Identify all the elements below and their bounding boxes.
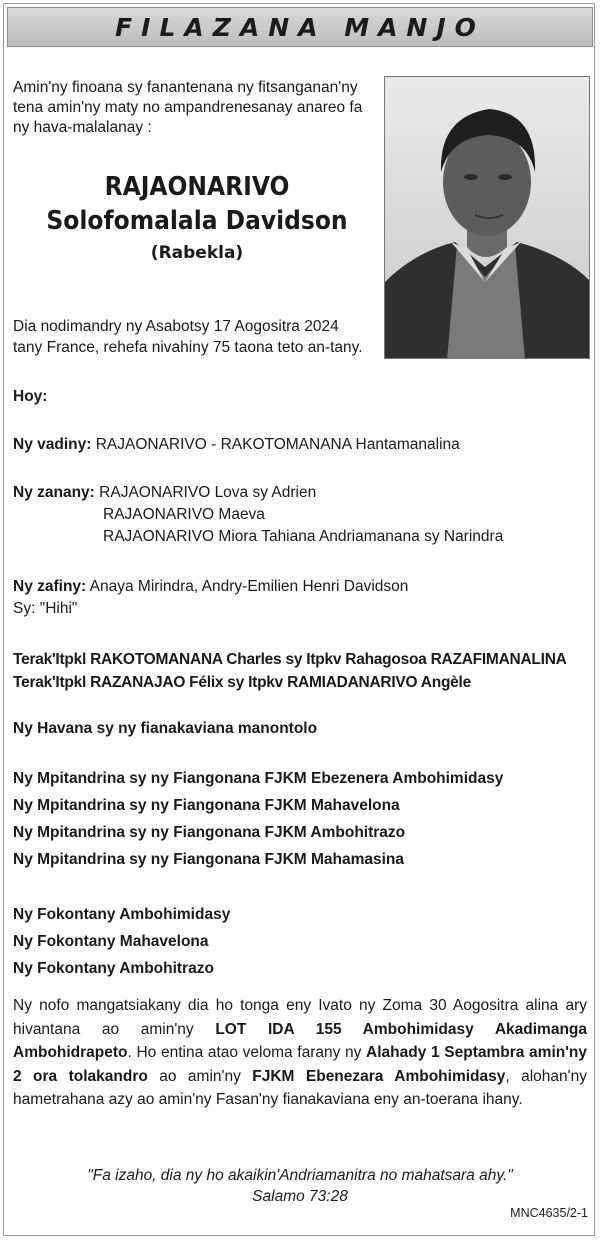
death-notice [13, 316, 385, 358]
funeral-text: . Ho entina atao veloma farany ny [127, 1044, 367, 1061]
quote-reference: Salamo 73:28 [252, 1188, 348, 1205]
notice-title: FILAZANA MANJO [115, 12, 485, 42]
church-item: Ny Mpitandrina sy ny Fiangonana FJKM Mahavelona [13, 797, 400, 814]
parents-block [13, 648, 567, 694]
zanany-label: Ny zanany: [13, 484, 95, 501]
church-item: Ny Mpitandrina sy ny Fiangonana FJKM Mahamasina [13, 851, 405, 868]
zanany-item: RAJAONARIVO Lova sy Adrien [99, 484, 317, 501]
deceased-surname: RAJAONARIVO [104, 172, 290, 202]
deceased-name-block [13, 170, 381, 266]
fokontany-item: Ny Fokontany Ambohitrazo [13, 960, 214, 977]
fokontany-list [13, 901, 230, 982]
zanany-item: RAJAONARIVO Maeva [103, 506, 265, 523]
parents-line: Terak'Itpkl RAKOTOMANANA Charles sy Itpkv Rahagosoa RAZAFIMANALINA [13, 651, 567, 668]
zafiny-line2: Sy: "Hihi" [13, 600, 78, 617]
quote-text: "Fa izaho, dia ny ho akaikin'Andriamanitra no mahatsara ahy." [87, 1167, 513, 1184]
vadiny-value: RAJAONARIVO - RAKOTOMANANA Hantamanalina [95, 436, 460, 453]
church-item: Ny Mpitandrina sy ny Fiangonana FJKM Ebezenera Ambohimidasy [13, 770, 504, 787]
funeral-datetime: Alahady 1 Septambra amin'ny 2 ora tolakandro [13, 1044, 587, 1085]
parents-line: Terak'Itpkl RAZANAJAO Félix sy Itpkv RAMIADANARIVO Angèle [13, 674, 471, 691]
funeral-church: FJKM Ebenezara Ambohimidasy [252, 1067, 506, 1085]
funeral-text: , alohan'ny hametrahana azy ao amin'ny Fasan'ny fianakaviana eny an-toerana ihany. [13, 1067, 587, 1108]
fokontany-item: Ny Fokontany Ambohimidasy [13, 906, 231, 923]
zanany-item: RAJAONARIVO Miora Tahiana Andriamanana sy Narindra [103, 528, 504, 545]
funeral-location: LOT IDA 155 Ambohimidasy Akadimanga Ambohidrapeto [13, 1020, 587, 1061]
notice-header [7, 7, 593, 47]
funeral-text: ao amin'ny [147, 1067, 253, 1085]
church-item: Ny Mpitandrina sy ny Fiangonana FJKM Ambohitrazo [13, 824, 406, 841]
zafiny-value: Anaya Mirindra, Andry-Emilien Henri Davidson [89, 578, 409, 595]
portrait-photo [384, 76, 590, 359]
death-notice-line1: Dia nodimandry ny Asabotsy 17 Aogositra 2024 [13, 318, 339, 335]
intro-text: Amin'ny finoana sy fanantenana ny fitsanganan'ny tena amin'ny maty no ampandrenesanay anareo fa ny hava-malalanay : [13, 79, 363, 136]
zafiny-block [13, 576, 408, 620]
zafiny-label: Ny zafiny: [13, 578, 87, 595]
churches-list [13, 765, 503, 873]
portrait-silhouette-icon [385, 77, 590, 359]
zanany-block [13, 482, 503, 548]
funeral-text: Ny nofo mangatsiakany dia ho tonga eny Ivato ny Zoma 30 Aogositra alina ary hivantana ao amin'ny [13, 997, 587, 1038]
deceased-nickname: (Rabekla) [150, 243, 244, 263]
vadiny-label: Ny vadiny: [13, 436, 92, 453]
deceased-given-names: Solofomalala Davidson [46, 206, 348, 236]
scripture-quote [0, 1165, 600, 1207]
reference-code: MNC4635/2-1 [510, 1206, 588, 1220]
funeral-details [13, 994, 587, 1112]
havana-line: Ny Havana sy ny fianakaviana manontolo [13, 720, 318, 737]
death-notice-line2: tany France, rehefa nivahiny 75 taona teto an-tany. [13, 339, 363, 356]
vadiny-line [13, 434, 460, 456]
hoy-label: Hoy: [13, 388, 48, 405]
fokontany-item: Ny Fokontany Mahavelona [13, 933, 209, 950]
